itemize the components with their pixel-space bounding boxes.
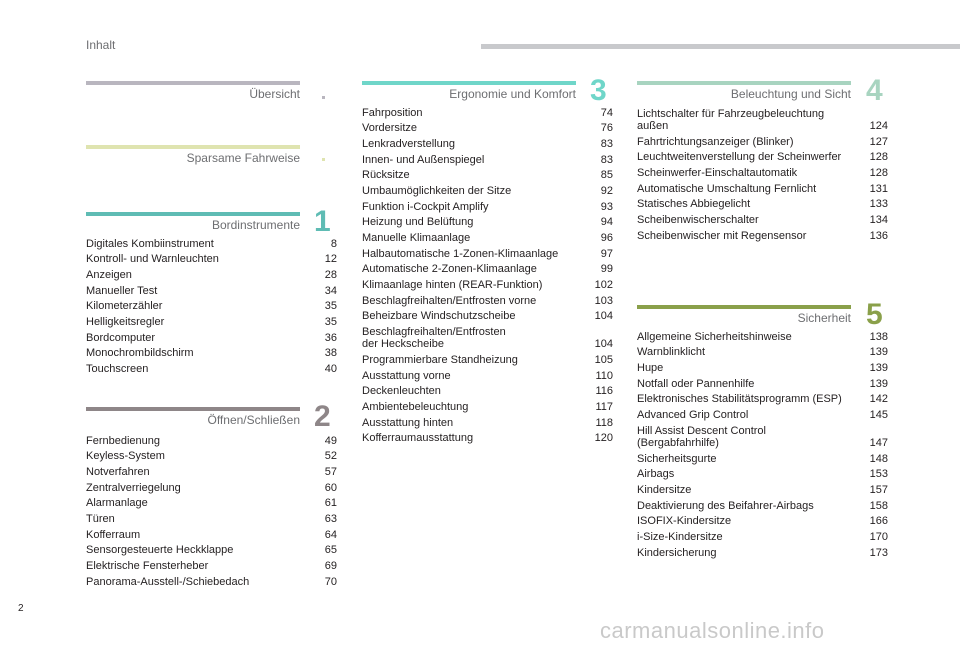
section-number-1: 1: [314, 205, 331, 238]
toc-entry-label: Keyless-System: [86, 450, 165, 463]
toc-entry[interactable]: [362, 230, 613, 246]
toc-entry-label: Kindersicherung: [637, 546, 717, 559]
toc-entry[interactable]: [362, 215, 613, 231]
toc-entry-page: 128: [869, 167, 888, 179]
toc-entry[interactable]: [637, 360, 888, 376]
toc-entry-label: Notfall oder Pannenhilfe: [637, 377, 755, 390]
toc-entry-label: Digitales Kombiinstrument: [86, 237, 214, 250]
toc-entry-label: Statisches Abbiegelicht: [637, 198, 751, 211]
toc-entry-page: 158: [869, 499, 888, 512]
toc-entry[interactable]: [86, 558, 337, 574]
toc-entry[interactable]: [637, 345, 888, 361]
toc-entry-label: Beheizbare Windschutzscheibe: [362, 310, 516, 323]
toc-entry-page: 170: [869, 531, 888, 544]
toc-entry[interactable]: [637, 423, 888, 451]
toc-entry-label: Elektronisches Stabilitätsprogramm (ESP): [637, 393, 842, 406]
toc-entry[interactable]: [362, 152, 613, 168]
toc-entry-label: Allgemeine Sicherheitshinweise: [637, 330, 792, 343]
toc-entry-page: 34: [324, 284, 337, 297]
toc-entry-label: Elektrische Fensterheber: [86, 560, 209, 573]
section-bar: [637, 305, 851, 309]
toc-entry-label: Kontroll- und Warnleuchten: [86, 253, 219, 266]
toc-entry[interactable]: [86, 464, 337, 480]
toc-entry[interactable]: [362, 352, 613, 368]
toc-entry[interactable]: [362, 384, 613, 400]
watermark: carmanualsonline.info: [600, 618, 825, 643]
toc-entry[interactable]: [362, 136, 613, 152]
toc-entry[interactable]: [637, 467, 888, 483]
toc-entry-page: 120: [594, 432, 613, 445]
page-header-title: Inhalt: [86, 38, 116, 52]
toc-entry[interactable]: [637, 228, 888, 244]
toc-entry-label: Manueller Test: [86, 284, 158, 297]
toc-entry[interactable]: [637, 545, 888, 561]
section-title: Öffnen/Schließen: [207, 413, 300, 427]
toc-entry[interactable]: [637, 498, 888, 514]
section-title: Ergonomie und Komfort: [449, 87, 576, 101]
toc-entry-page: 96: [600, 232, 613, 245]
toc-entry-page: 65: [324, 544, 337, 557]
toc-entry[interactable]: [637, 329, 888, 345]
toc-entry-label: Beschlagfreihalten/Entfrosten der Heckscheibe: [362, 326, 506, 351]
toc-entry-page: 103: [594, 294, 613, 307]
toc-entry-label: Kilometerzähler: [86, 300, 163, 313]
toc-entry-page: 69: [324, 560, 337, 573]
toc-entry-label: Funktion i-Cockpit Amplify: [362, 200, 489, 213]
toc-list-beleuchtung: [637, 106, 888, 244]
toc-entry-page: 70: [324, 575, 337, 588]
section-number-5: 5: [866, 298, 883, 331]
toc-entry-page: 63: [324, 513, 337, 526]
toc-entry[interactable]: [637, 106, 888, 134]
toc-entry-page: 102: [594, 279, 613, 292]
toc-entry-page: 93: [600, 200, 613, 213]
toc-entry-page: 38: [324, 347, 337, 360]
toc-entry[interactable]: [362, 431, 613, 447]
toc-entry[interactable]: [86, 361, 337, 377]
section-bar: [86, 407, 300, 411]
toc-entry-label: Deaktivierung des Beifahrer-Airbags: [637, 499, 814, 512]
toc-entry-label: Türen: [86, 513, 115, 526]
toc-entry[interactable]: [86, 346, 337, 362]
toc-entry-page: 76: [600, 122, 613, 135]
toc-entry-label: Hupe: [637, 362, 664, 375]
toc-entry-page: 36: [324, 331, 337, 344]
toc-entry-label: Automatische Umschaltung Fernlicht: [637, 182, 817, 195]
toc-entry-label: Innen- und Außenspiegel: [362, 153, 485, 166]
toc-entry-page: 83: [600, 153, 613, 166]
toc-entry-label: Rücksitze: [362, 169, 410, 182]
toc-entry-label: Lenkradverstellung: [362, 138, 455, 151]
section-title: Sicherheit: [797, 311, 851, 325]
toc-entry-label: i-Size-Kindersitze: [637, 531, 723, 544]
section-title: Übersicht: [249, 87, 300, 101]
toc-entry[interactable]: [86, 527, 337, 543]
toc-list-ergonomie: [362, 105, 613, 446]
toc-entry[interactable]: [637, 482, 888, 498]
toc-entry-page: 131: [869, 182, 888, 195]
toc-entry-label: Umbaumöglichkeiten der Sitze: [362, 185, 512, 198]
toc-entry[interactable]: [637, 392, 888, 408]
toc-entry-label: ISOFIX-Kindersitze: [637, 515, 732, 528]
toc-entry[interactable]: [637, 514, 888, 530]
toc-entry[interactable]: [362, 246, 613, 262]
toc-entry[interactable]: [637, 181, 888, 197]
toc-entry[interactable]: [637, 407, 888, 423]
toc-entry[interactable]: [86, 283, 337, 299]
section-number-2: 2: [314, 400, 331, 433]
toc-entry-page: 117: [595, 401, 613, 414]
section-title: Sparsame Fahrweise: [186, 151, 300, 165]
toc-entry-page: 139: [869, 346, 888, 359]
section-bar: [362, 81, 576, 85]
toc-entry-page: 92: [600, 185, 613, 198]
toc-entry-page: 124: [869, 119, 888, 132]
toc-entry-page: 127: [869, 135, 888, 148]
toc-entry-page: 12: [324, 253, 337, 266]
toc-entry-label: Warnblinklicht: [637, 346, 706, 359]
toc-entry[interactable]: [362, 199, 613, 215]
toc-entry[interactable]: [637, 134, 888, 150]
toc-entry-page: 94: [600, 216, 613, 229]
toc-entry[interactable]: [362, 105, 613, 121]
toc-entry-label: Advanced Grip Control: [637, 409, 749, 422]
toc-entry[interactable]: [86, 496, 337, 512]
toc-entry-page: 40: [324, 363, 337, 376]
section-title: Beleuchtung und Sicht: [730, 87, 851, 101]
toc-entry[interactable]: [362, 262, 613, 278]
toc-entry-page: 116: [595, 385, 613, 398]
toc-entry-page: 61: [324, 497, 337, 510]
toc-entry[interactable]: [637, 197, 888, 213]
section-marker-sparsam: [322, 158, 325, 161]
toc-entry-page: 35: [324, 316, 337, 329]
toc-entry[interactable]: [86, 267, 337, 283]
toc-entry-label: Kindersitze: [637, 484, 692, 497]
section-number-4: 4: [866, 74, 883, 107]
toc-entry[interactable]: [637, 376, 888, 392]
toc-entry-label: Kofferraumausstattung: [362, 432, 474, 445]
toc-entry-page: 49: [324, 434, 337, 447]
toc-entry-page: 147: [869, 437, 888, 450]
toc-entry[interactable]: [86, 511, 337, 527]
toc-entry-label: Scheibenwischer mit Regensensor: [637, 229, 807, 242]
toc-entry-page: 104: [594, 338, 613, 351]
section-title: Bordinstrumente: [211, 218, 300, 232]
toc-entry-label: Hill Assist Descent Control (Bergabfahrhilfe): [637, 424, 766, 450]
toc-entry-page: 173: [869, 546, 888, 559]
toc-list-oeffnen: [86, 433, 337, 590]
toc-entry[interactable]: [362, 309, 613, 325]
toc-entry-label: Heizung und Belüftung: [362, 216, 474, 229]
toc-entry[interactable]: [637, 150, 888, 166]
toc-entry-page: 166: [869, 515, 888, 528]
toc-entry-label: Sicherheitsgurte: [637, 452, 717, 465]
toc-entry-page: 142: [869, 393, 888, 406]
toc-entry-page: 97: [600, 247, 613, 260]
toc-entry-label: Notverfahren: [86, 466, 150, 479]
section-bar: [86, 145, 300, 149]
toc-entry-page: 139: [869, 362, 888, 375]
toc-entry-label: Ausstattung vorne: [362, 369, 451, 382]
toc-entry-page: 157: [869, 484, 888, 497]
toc-entry-page: 64: [324, 528, 337, 541]
toc-entry-label: Klimaanlage hinten (REAR-Funktion): [362, 279, 543, 292]
toc-entry-page: 60: [324, 481, 337, 494]
toc-entry-label: Anzeigen: [86, 269, 132, 282]
toc-entry-page: 74: [600, 106, 613, 119]
section-bar: [86, 81, 300, 85]
header-bar: [481, 44, 960, 49]
toc-entry-page: 110: [595, 369, 613, 382]
toc-entry[interactable]: [637, 529, 888, 545]
toc-entry[interactable]: [362, 121, 613, 137]
toc-entry-page: 153: [869, 468, 888, 481]
toc-entry-label: Airbags: [637, 468, 675, 481]
toc-entry-page: 99: [600, 263, 613, 276]
toc-entry-label: Touchscreen: [86, 363, 149, 376]
toc-entry-page: 138: [869, 330, 888, 343]
toc-entry-label: Leuchtweitenverstellung der Scheinwerfer: [637, 151, 842, 164]
toc-entry-label: Manuelle Klimaanlage: [362, 232, 471, 245]
toc-entry-label: Zentralverriegelung: [86, 481, 181, 494]
toc-entry[interactable]: [637, 212, 888, 228]
toc-entry-page: 83: [600, 138, 613, 151]
page-number: 2: [18, 603, 24, 614]
toc-entry-label: Fernbedienung: [86, 434, 161, 447]
toc-entry-page: 118: [595, 416, 613, 429]
toc-entry-label: Alarmanlage: [86, 497, 148, 510]
toc-entry[interactable]: [86, 330, 337, 346]
toc-entry-page: 52: [324, 450, 337, 463]
toc-entry-label: Ausstattung hinten: [362, 416, 454, 429]
toc-entry[interactable]: [86, 433, 337, 449]
toc-entry-page: 148: [869, 452, 888, 465]
toc-entry[interactable]: [86, 252, 337, 268]
toc-entry-label: Beschlagfreihalten/Entfrosten vorne: [362, 294, 537, 307]
section-marker-uebersicht: [322, 96, 325, 99]
section-bar: [637, 81, 851, 85]
toc-entry[interactable]: [362, 368, 613, 384]
toc-entry-page: 57: [324, 466, 337, 479]
toc-entry-page: 105: [594, 354, 613, 367]
toc-entry[interactable]: [86, 299, 337, 315]
toc-entry[interactable]: [637, 451, 888, 467]
toc-entry-label: Fahrposition: [362, 106, 423, 119]
toc-entry[interactable]: [362, 168, 613, 184]
toc-entry-label: Kofferraum: [86, 528, 141, 541]
toc-entry-page: 134: [869, 214, 888, 227]
toc-entry-page: 35: [324, 300, 337, 313]
toc-list-bordinstrumente: [86, 236, 337, 377]
toc-entry-page: 145: [869, 409, 888, 422]
toc-entry[interactable]: [86, 449, 337, 465]
toc-entry-label: Vordersitze: [362, 122, 418, 135]
toc-entry-page: 85: [600, 169, 613, 182]
toc-entry[interactable]: [362, 183, 613, 199]
toc-entry-label: Fahrtrichtungsanzeiger (Blinker): [637, 135, 794, 148]
toc-entry[interactable]: [362, 324, 613, 352]
toc-entry[interactable]: [86, 543, 337, 559]
toc-entry-label: Sensorgesteuerte Heckklappe: [86, 544, 234, 557]
toc-entry-page: 8: [330, 237, 337, 250]
toc-entry[interactable]: [362, 399, 613, 415]
toc-entry-label: Deckenleuchten: [362, 385, 441, 398]
toc-entry-label: Scheinwerfer-Einschaltautomatik: [637, 167, 798, 179]
toc-list-sicherheit: [637, 329, 888, 561]
toc-entry[interactable]: [362, 293, 613, 309]
toc-entry-page: 28: [324, 269, 337, 282]
toc-entry-label: Scheibenwischerschalter: [637, 214, 759, 227]
toc-entry-label: Automatische 2-Zonen-Klimaanlage: [362, 263, 537, 276]
toc-entry-page: 128: [869, 151, 888, 164]
toc-entry-label: Monochrombildschirm: [86, 347, 194, 360]
toc-entry-label: Helligkeitsregler: [86, 316, 165, 329]
toc-entry-page: 133: [869, 198, 888, 211]
section-bar: [86, 212, 300, 216]
toc-entry[interactable]: [86, 480, 337, 496]
toc-entry-page: 139: [869, 377, 888, 390]
section-number-3: 3: [590, 74, 607, 107]
toc-entry[interactable]: [362, 415, 613, 431]
toc-entry-page: 104: [594, 310, 613, 323]
toc-entry-label: Ambientebeleuchtung: [362, 401, 469, 414]
toc-entry-label: Lichtschalter für Fahrzeugbeleuchtung außen: [637, 107, 825, 132]
toc-entry[interactable]: [86, 574, 337, 590]
toc-entry[interactable]: [86, 314, 337, 330]
toc-entry-label: Halbautomatische 1-Zonen-Klimaanlage: [362, 247, 559, 260]
toc-entry[interactable]: [637, 165, 888, 181]
toc-entry-label: Bordcomputer: [86, 331, 156, 344]
toc-entry[interactable]: [86, 236, 337, 252]
toc-entry-label: Panorama-Ausstell-/Schiebedach: [86, 575, 250, 588]
toc-entry[interactable]: [362, 277, 613, 293]
toc-entry-page: 136: [869, 229, 888, 242]
toc-entry-label: Programmierbare Standheizung: [362, 354, 518, 367]
